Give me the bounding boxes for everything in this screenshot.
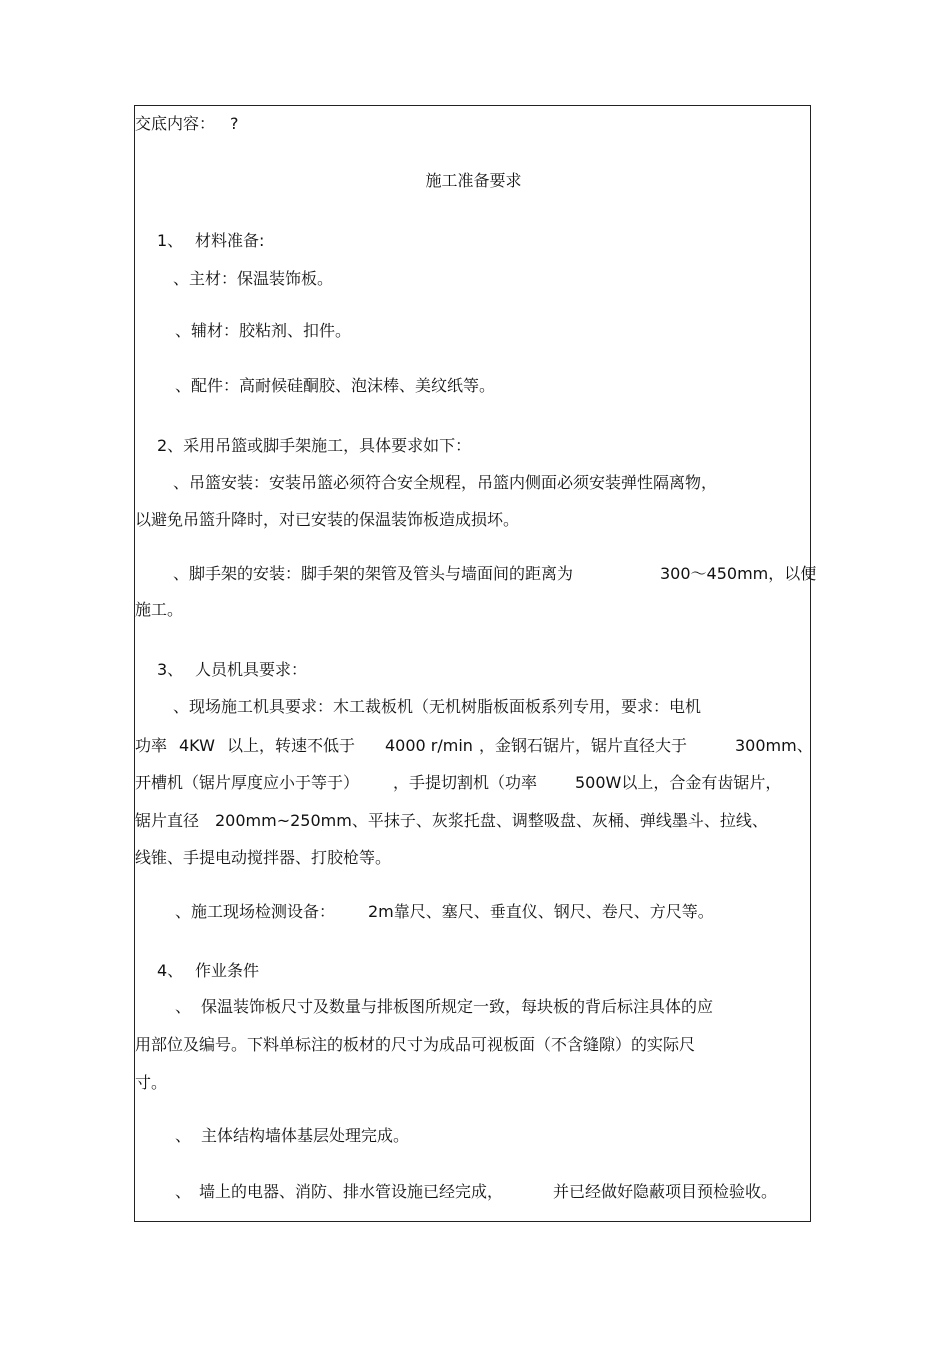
s2-item2-line1a: 、脚手架的安装：脚手架的架管及管头与墙面间的距离为 bbox=[173, 564, 574, 583]
s3-item1-line2b: 4KW bbox=[179, 736, 215, 755]
s4-item3a: 、 bbox=[175, 1182, 192, 1201]
s1-item-aux-material: 、辅材：胶粘剂、扣件。 bbox=[175, 321, 352, 340]
content-mark: ? bbox=[230, 114, 239, 133]
s3-item2a: 、施工现场检测设备： bbox=[175, 902, 336, 921]
s2-item2-line2: 施工。 bbox=[135, 600, 184, 619]
s4-item2b: 主体结构墙体基层处理完成。 bbox=[201, 1126, 410, 1145]
content-label: 交底内容： bbox=[135, 114, 216, 133]
s4-item1-line1b: 保温装饰板尺寸及数量与排板图所规定一致，每块板的背后标注具体的应 bbox=[201, 997, 714, 1016]
s1-heading-num: 1、 bbox=[157, 231, 184, 250]
s1-item-accessories: 、配件：高耐候硅酮胶、泡沫棒、美纹纸等。 bbox=[175, 376, 496, 395]
s3-item1-line3a: 开槽机（锯片厚度应小于等于） bbox=[135, 773, 360, 792]
s3-item1-line2f: 300mm、 bbox=[735, 736, 813, 755]
s1-item-main-material: 、主材：保温装饰板。 bbox=[173, 269, 334, 288]
s1-heading: 材料准备: bbox=[195, 231, 265, 250]
s3-item2b: 2m靠尺、塞尺、垂直仪、钢尺、卷尺、方尺等。 bbox=[368, 902, 714, 921]
s3-item1-line2c: 以上，转速不低于 bbox=[227, 736, 356, 755]
s4-heading-num: 4、 bbox=[157, 961, 184, 980]
s3-item1-line1: 、现场施工机具要求：木工裁板机（无机树脂板面板系列专用，要求：电机 bbox=[173, 697, 702, 716]
s4-item1-line3: 寸。 bbox=[135, 1073, 168, 1092]
s2-item1-line1: 、吊篮安装：安装吊篮必须符合安全规程，吊篮内侧面必须安装弹性隔离物， bbox=[173, 473, 718, 492]
s3-item1-line2a: 功率 bbox=[135, 736, 168, 755]
s4-item3c: 并已经做好隐蔽项目预检验收。 bbox=[553, 1182, 778, 1201]
s3-heading-num: 3、 bbox=[157, 660, 184, 679]
s4-item1-line1a: 、 bbox=[175, 997, 192, 1016]
s2-item1-line2: 以避免吊篮升降时，对已安装的保温装饰板造成损坏。 bbox=[135, 510, 520, 529]
s4-item2a: 、 bbox=[175, 1126, 192, 1145]
s3-item1-line4b: 200mm~250mm、平抹子、灰浆托盘、调整吸盘、灰桶、弹线墨斗、拉线、 bbox=[215, 811, 768, 830]
s2-item2-line1b: 300～450mm，以便 bbox=[660, 564, 817, 583]
s4-heading: 作业条件 bbox=[195, 961, 260, 980]
s2-heading: 2、采用吊篮或脚手架施工，具体要求如下： bbox=[157, 436, 472, 455]
section-title: 施工准备要求 bbox=[425, 171, 522, 190]
s3-item1-line2e: ，金钢石锯片，锯片直径大于 bbox=[479, 736, 688, 755]
s4-item3b: 墙上的电器、消防、排水管设施已经完成， bbox=[199, 1182, 504, 1201]
disclosure-content-box bbox=[134, 105, 817, 1222]
s3-item1-line2d: 4000 r/min bbox=[385, 736, 473, 755]
s3-item1-line5: 线锥、手提电动搅拌器、打胶枪等。 bbox=[135, 848, 392, 867]
s3-item1-line4a: 锯片直径 bbox=[135, 811, 200, 830]
s3-item1-line3b: ，手提切割机（功率 bbox=[393, 773, 538, 792]
s3-item1-line3c: 500W以上，合金有齿锯片， bbox=[575, 773, 782, 792]
s3-heading: 人员机具要求： bbox=[195, 660, 308, 679]
s4-item1-line2: 用部位及编号。下料单标注的板材的尺寸为成品可视板面（不含缝隙）的实际尺 bbox=[135, 1035, 696, 1054]
